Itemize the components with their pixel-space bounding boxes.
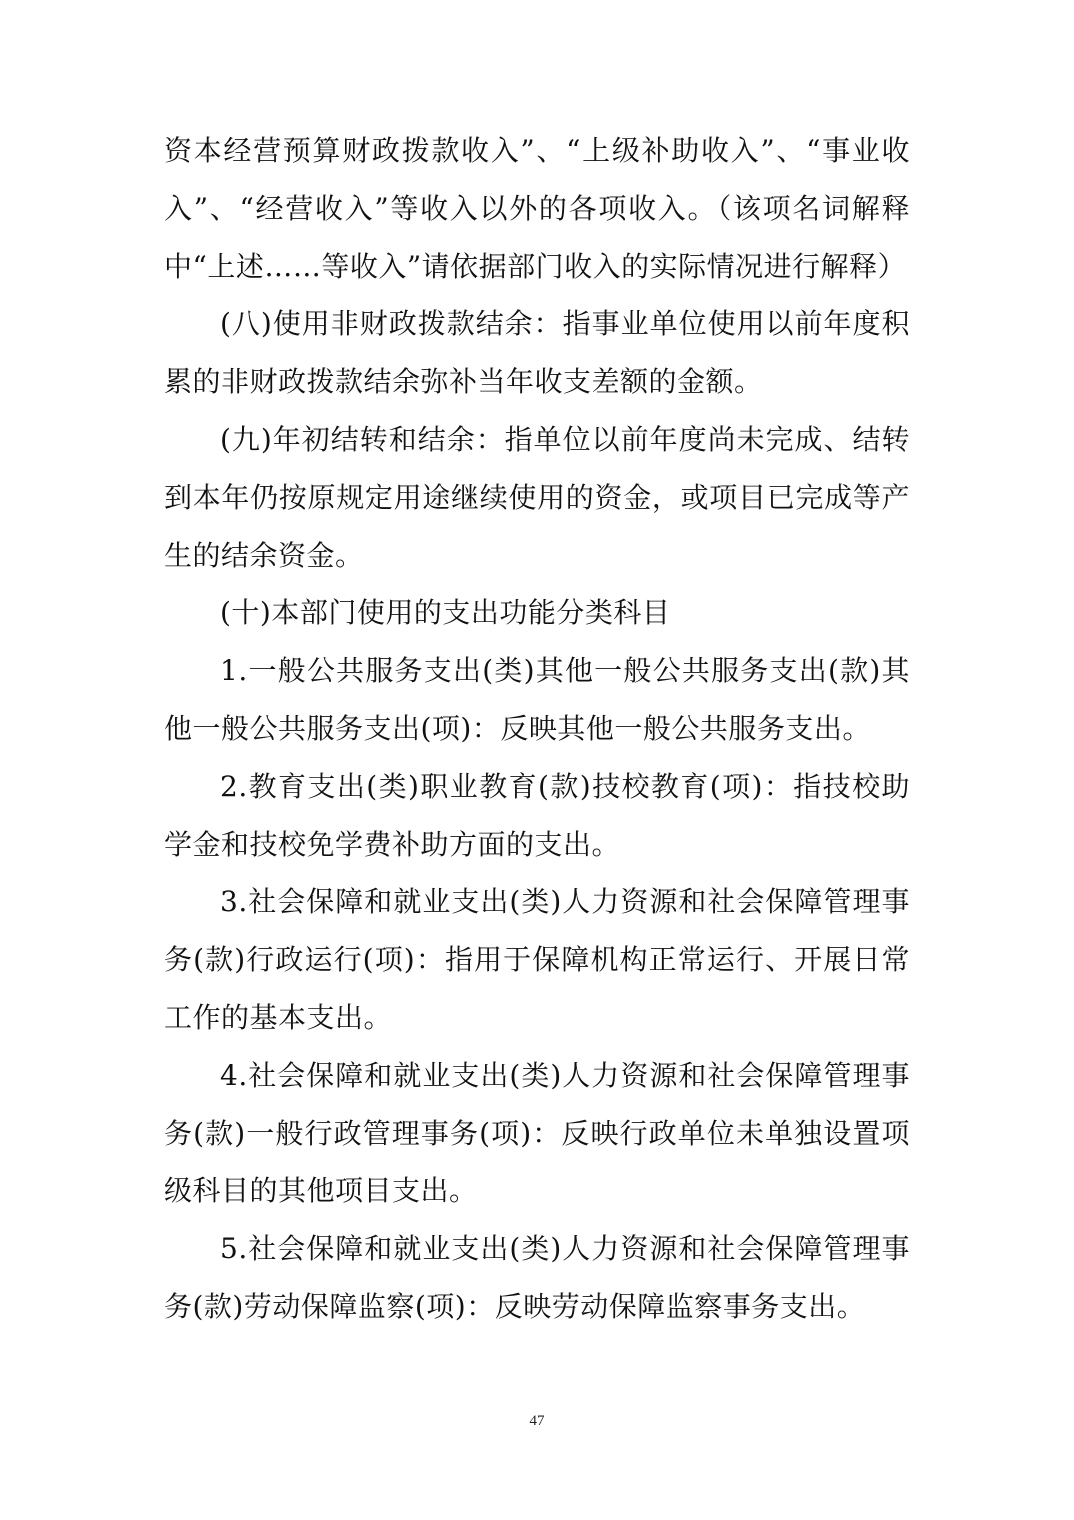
page-number: 47 — [529, 1413, 545, 1429]
paragraph-item-1: 1.一般公共服务支出(类)其他一般公共服务支出(款)其他一般公共服务支出(项)：反映其他一般公共服务支出。 — [164, 654, 910, 745]
paragraph-expenditure-categories-heading: (十)本部门使用的支出功能分类科目 — [220, 596, 671, 630]
paragraph-item-5: 5.社会保障和就业支出(类)人力资源和社会保障管理事务(款)劳动保障监察(项)：反映劳动保障监察事务支出。 — [164, 1232, 910, 1323]
paragraph-item-3: 3.社会保障和就业支出(类)人力资源和社会保障管理事务(款)行政运行(项)：指用于保障机构正常运行、开展日常工作的基本支出。 — [164, 885, 910, 1034]
paragraph-item-2: 2.教育支出(类)职业教育(款)技校教育(项)：指技校助学金和技校免学费补助方面的支出。 — [164, 769, 910, 861]
paragraph-carryover-balance: (九)年初结转和结余：指单位以前年度尚未完成、结转到本年仍按原规定用途继续使用的资金，或项目已完成等产生的结余资金。 — [164, 422, 910, 572]
document-body — [164, 122, 910, 1336]
paragraph-income-definition: 资本经营预算财政拨款收入”、“上级补助收入”、“事业收入”、“经营收入”等收入以外的各项收入。（该项名词解释中“上述……等收入”请依据部门收入的实际情况进行解释） — [164, 134, 910, 283]
paragraph-item-4: 4.社会保障和就业支出(类)人力资源和社会保障管理事务(款)一般行政管理事务(项)：反映行政单位未单独设置项级科目的其他项目支出。 — [164, 1058, 910, 1208]
paragraph-non-fiscal-surplus: (八)使用非财政拨款结余：指事业单位使用以前年度积累的非财政拨款结余弥补当年收支差额的金额。 — [164, 307, 910, 399]
